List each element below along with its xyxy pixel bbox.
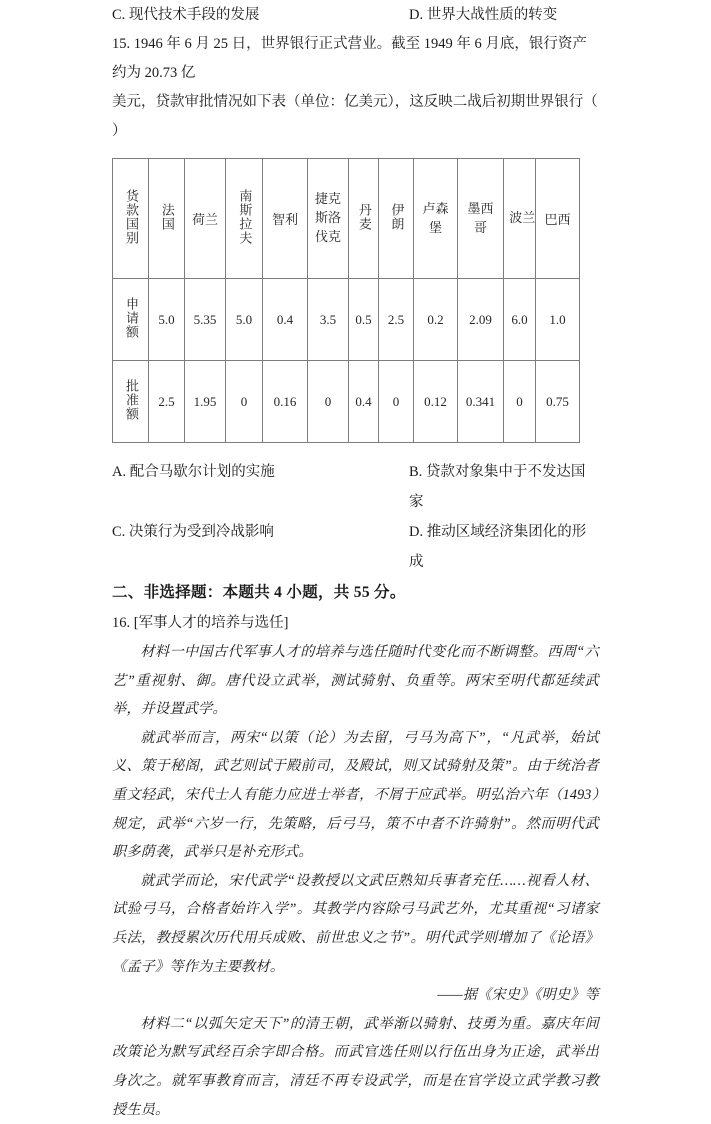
header-cell-country-10 (536, 159, 580, 279)
option-a[interactable]: A. 配合马歇尔计划的实施 (112, 464, 275, 480)
header-cell-country-5 (349, 159, 379, 279)
cell-applied-9: 6.0 (504, 279, 536, 361)
material-1-paragraph-2: 就武举而言，两宋“以策（论）为去留，弓马为高下”，“凡武举，始试义、策于秘阁，武艺则试于殿前司，及殿试，则又试骑射及策”。由于统治者重文轻武，宋代士人有能力应进士举者，不屑于应武举。明弘治六年（1493）规定，武举“六岁一行，先策略，后弓马，策不中者不许骑射”。然而明代武职多荫袭，武举只是补充形式。 (112, 729, 599, 861)
cell-applied-0: 5.0 (149, 279, 185, 361)
option-b[interactable]: B. 贷款对象集中于不发达国家 (409, 464, 586, 510)
header-cell-row-label (113, 159, 149, 279)
material-2-paragraph-1: 材料二“以弧矢定天下”的清王朝，武举渐以骑射、技勇为重。嘉庆年间改策论为默写武经百余字即合格。而武官选任则以行伍出身为正途，武举出身次之。就军事教育而言，清廷不再专设武学，而是在官学设立武学教习教授生员。 (112, 1015, 599, 1118)
cell-applied-5: 0.5 (349, 279, 379, 361)
cell-approved-9: 0 (504, 361, 536, 443)
header-cell-country-8 (458, 159, 504, 279)
cell-approved-2: 0 (226, 361, 263, 443)
row-label-applied (113, 279, 149, 361)
cell-approved-10: 0.75 (536, 361, 580, 443)
header-cell-country-4 (308, 159, 349, 279)
question-15-line-2: 美元，贷款审批情况如下表（单位：亿美元），这反映二战后初期世界银行（ ） (112, 94, 598, 139)
option-d-prev[interactable]: D. 世界大战性质的转变 (409, 7, 558, 23)
loan-approval-table (112, 158, 580, 443)
country-name: 巴西 (544, 212, 571, 227)
cell-applied-4: 3.5 (308, 279, 349, 361)
header-cell-country-2 (226, 159, 263, 279)
country-name: 荷兰 (191, 212, 218, 227)
header-cell-country-3 (263, 159, 308, 279)
option-d[interactable]: D. 推动区域经济集团化的形成 (409, 524, 587, 570)
country-name: 墨西哥 (467, 200, 494, 235)
cell-approved-7: 0.12 (414, 361, 458, 443)
prev-question-options (112, 0, 599, 30)
cell-applied-6: 2.5 (379, 279, 414, 361)
question-15-options-row-1 (112, 457, 599, 517)
country-name: 波兰 (509, 210, 536, 226)
row-label-text: 批准额 (123, 378, 139, 421)
row-label-approved (113, 361, 149, 443)
cell-approved-8: 0.341 (458, 361, 504, 443)
country-name: 丹麦 (356, 202, 372, 231)
cell-applied-2: 5.0 (226, 279, 263, 361)
header-cell-country-6 (379, 159, 414, 279)
table-row-approved (113, 361, 580, 443)
cell-applied-3: 0.4 (263, 279, 308, 361)
material-1-source: ——据《宋史》《明史》等 (437, 987, 599, 1004)
country-name: 南斯拉夫 (237, 188, 253, 245)
country-name: 捷克斯洛伐克 (314, 191, 341, 244)
row-label-text: 申请额 (123, 296, 139, 339)
cell-applied-8: 2.09 (458, 279, 504, 361)
option-c[interactable]: C. 决策行为受到冷战影响 (112, 524, 274, 540)
spacer (112, 443, 599, 457)
table-row-applied (113, 279, 580, 361)
cell-approved-6: 0 (379, 361, 414, 443)
cell-applied-10: 1.0 (536, 279, 580, 361)
cell-approved-5: 0.4 (349, 361, 379, 443)
cell-approved-0: 2.5 (149, 361, 185, 443)
option-c-prev[interactable]: C. 现代技术手段的发展 (112, 7, 260, 23)
loan-table-wrapper (112, 158, 599, 443)
cell-approved-4: 0 (308, 361, 349, 443)
cell-applied-7: 0.2 (414, 279, 458, 361)
country-name: 智利 (271, 212, 298, 227)
cell-approved-1: 1.95 (185, 361, 226, 443)
header-cell-country-0 (149, 159, 185, 279)
question-15-line-1: 15. 1946 年 6 月 25 日，世界银行正式营业。截至 1949 年 6 月底，银行资产约为 20.73 亿 (112, 36, 587, 81)
material-1-paragraph-1: 材料一中国古代军事人才的培养与选任随时代变化而不断调整。西周“六艺”重视射、御。唐代设立武举，测试骑射、负重等。两宋至明代都延续武举，并设置武学。 (112, 644, 599, 718)
row-label-text: 货款国别 (123, 188, 139, 245)
cell-approved-3: 0.16 (263, 361, 308, 443)
section-heading-non-choice: 二、非选择题：本题共 4 小题，共 55 分。 (112, 584, 406, 601)
table-header-row (113, 159, 580, 279)
header-cell-country-1 (185, 159, 226, 279)
cell-applied-1: 5.35 (185, 279, 226, 361)
spacer (112, 146, 599, 152)
country-name: 卢森堡 (422, 200, 449, 235)
country-name: 伊朗 (389, 202, 405, 231)
question-15-options-row-2 (112, 517, 599, 577)
header-cell-country-9 (504, 159, 536, 279)
question-16-title: 16. [军事人才的培养与选任] (112, 615, 289, 631)
header-cell-country-7 (414, 159, 458, 279)
material-1-paragraph-3: 就武学而论，宋代武学“设教授以文武臣熟知兵事者充任……视看人材、试验弓马，合格者始许入学”。其教学内容除弓马武艺外，尤其重视“习诸家兵法，教授累次历代用兵成败、前世忠义之节”。明代武学则增加了《论语》《孟子》等作为主要教材。 (112, 872, 599, 975)
country-name: 法国 (159, 202, 175, 231)
